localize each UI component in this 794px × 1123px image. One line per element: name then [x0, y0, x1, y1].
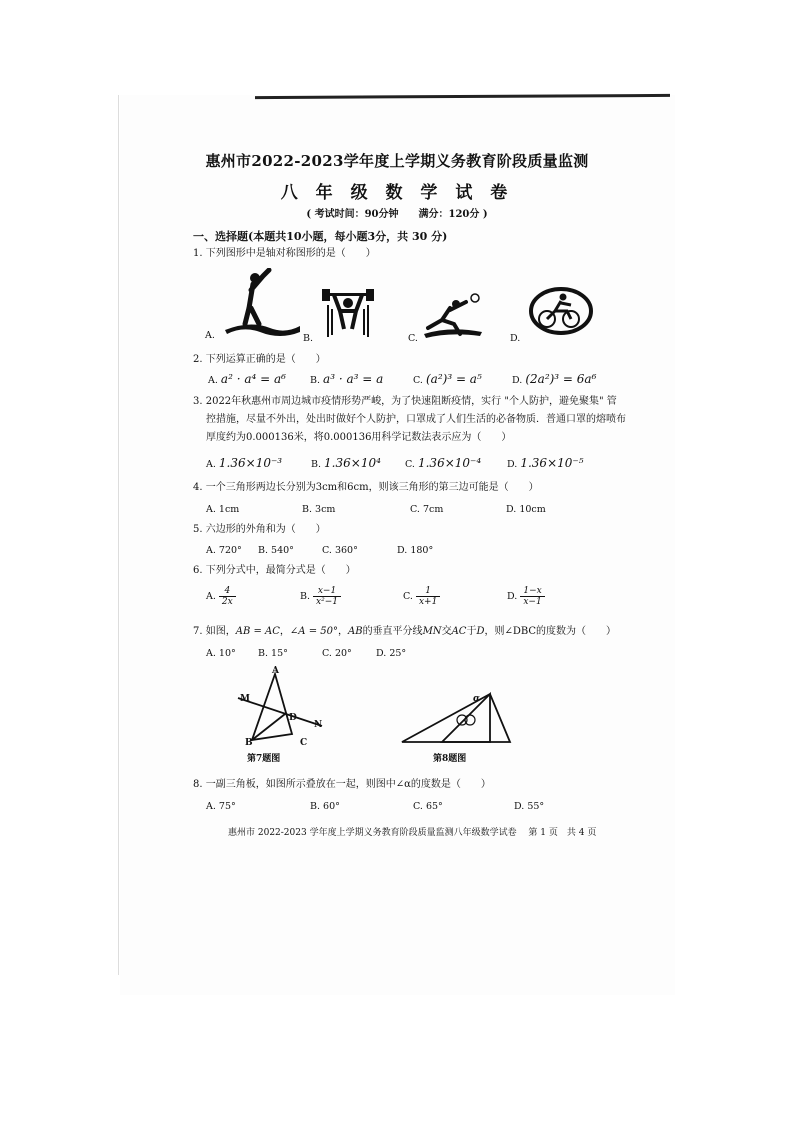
exam-title: 惠州市2022-2023学年度上学期义务教育阶段质量监测 [205, 152, 589, 170]
q1-label-a: A. [205, 330, 215, 341]
left-edge-line [118, 95, 119, 975]
q5-option-d[interactable]: D. 180° [397, 545, 434, 556]
q2-option-a[interactable] [208, 372, 286, 386]
q4-option-b[interactable]: B. 3cm [302, 504, 336, 515]
q2-b-math: a³ · a³ = a [323, 372, 384, 386]
q6-b-label: B. [300, 591, 311, 602]
q3-b-label: B. [311, 459, 322, 470]
q6-d-fraction [520, 586, 544, 607]
page-footer: 惠州市 2022-2023 学年度上学期义务教育阶段质量监测八年级数学试卷 第 1 页 共 4 页 [228, 828, 597, 838]
q7-eq-ab-ac: AB = AC [235, 626, 280, 637]
q6-c-den: x+1 [418, 597, 438, 607]
q7-ac: AC [451, 626, 467, 637]
q6-b-num: x−1 [313, 586, 341, 597]
q6-d-num: 1−x [520, 586, 544, 597]
q3-option-a[interactable] [206, 456, 282, 470]
q3-option-c[interactable] [405, 456, 481, 470]
q7-d: D [476, 626, 485, 637]
q4-option-c[interactable]: C. 7cm [410, 504, 444, 515]
q2-a-label: A. [208, 375, 218, 386]
q6-b-den: x²−1 [316, 597, 338, 607]
q7-label-d: D [289, 713, 297, 723]
q2-option-b[interactable] [310, 372, 383, 386]
q7-ab: AB [347, 626, 363, 637]
q7-text-mid: 的垂直平分线 [362, 626, 423, 637]
cyclist-icon [525, 285, 595, 341]
q8-option-a[interactable]: A. 75° [206, 801, 236, 812]
q2-a-math: a² · a⁴ = a⁶ [220, 372, 286, 386]
q7-label-c: C [300, 738, 308, 748]
q3-a-math: 1.36×10⁻³ [218, 456, 283, 470]
question-8: 8. 一副三角板，如图所示叠放在一起，则图中∠α的度数是（ ） [193, 779, 491, 790]
q7-text-pre: 7. 如图， [193, 626, 236, 637]
q7-option-c[interactable]: C. 20° [322, 648, 352, 659]
q7-label-a: A [272, 666, 279, 676]
question-3-line-2: 控措施，尽量不外出，处出时做好个人防护，口罩成了人们生活的必备物质．普通口罩的熔喷布 [206, 414, 626, 425]
q1-label-d: D. [510, 333, 521, 344]
q7-text-mid2: 交 [441, 626, 452, 637]
q2-option-d[interactable] [512, 372, 596, 386]
q3-d-math: 1.36×10⁻⁵ [520, 456, 584, 470]
q6-option-d[interactable] [507, 586, 545, 607]
volleyball-player-icon [420, 290, 490, 340]
q6-d-label: D. [507, 591, 518, 602]
q7-eq-angle-a: ∠A = 50° [289, 626, 338, 637]
q6-option-b[interactable] [300, 586, 341, 607]
exam-info: ( 考试时间：90分钟 满分：120分 ) [306, 209, 488, 220]
section-heading: 一、选择题(本题共10小题，每小题3分，共 30 分) [193, 230, 448, 243]
q8-option-d[interactable]: D. 55° [514, 801, 545, 812]
exam-subtitle: 八 年 级 数 学 试 卷 [280, 183, 514, 203]
q5-option-a[interactable]: A. 720° [206, 545, 242, 556]
q7-label-m: M [240, 694, 250, 704]
q1-label-c: C. [408, 333, 418, 344]
q8-option-b[interactable]: B. 60° [310, 801, 340, 812]
q3-c-math: 1.36×10⁻⁴ [417, 456, 482, 470]
q7-label-b: B [245, 738, 253, 748]
q6-option-c[interactable] [403, 586, 440, 607]
question-6: 6. 下列分式中，最简分式是（ ） [193, 565, 356, 576]
q6-a-fraction [219, 586, 236, 607]
q3-a-label: A. [206, 459, 216, 470]
question-7: 7. 如图，AB = AC，∠A = 50°，AB的垂直平分线MN交AC于D，则∠DBC的度数为（ ） [193, 626, 617, 637]
q6-a-den: 2x [221, 597, 233, 607]
q6-a-num: 4 [219, 586, 236, 597]
q2-c-label: C. [413, 375, 423, 386]
q2-b-label: B. [310, 375, 321, 386]
question-2: 2. 下列运算正确的是（ ） [193, 354, 326, 365]
q2-d-label: D. [512, 375, 523, 386]
q3-b-math: 1.36×10⁴ [324, 456, 381, 470]
q6-option-a[interactable] [206, 586, 236, 607]
golfer-icon [215, 268, 305, 340]
q5-option-b[interactable]: B. 540° [258, 545, 294, 556]
question-5: 5. 六边形的外角和为（ ） [193, 524, 326, 535]
q8-figure-caption: 第8题图 [433, 754, 467, 764]
q1-label-b: B. [303, 333, 314, 344]
question-3-line-3: 厚度约为0.000136米，将0.000136用科学记数法表示应为（ ） [206, 432, 512, 443]
q7-option-d[interactable]: D. 25° [376, 648, 407, 659]
q2-d-math: (2a²)³ = 6a⁶ [525, 372, 597, 386]
q2-c-math: (a²)³ = a⁵ [425, 372, 482, 386]
q3-option-b[interactable] [311, 456, 381, 470]
q4-option-a[interactable]: A. 1cm [206, 504, 240, 515]
q6-d-den: x−1 [523, 597, 542, 607]
q8-set-squares-figure [398, 688, 518, 748]
weightlifter-icon [318, 285, 378, 343]
question-1: 1. 下列图形中是轴对称图形的是（ ） [193, 248, 376, 259]
q6-c-fraction [416, 586, 440, 607]
q6-b-fraction [313, 586, 341, 607]
q8-option-c[interactable]: C. 65° [413, 801, 443, 812]
q6-c-label: C. [403, 591, 413, 602]
question-4: 4. 一个三角形两边长分别为3cm和6cm，则该三角形的第三边可能是（ ） [193, 482, 539, 493]
q3-c-label: C. [405, 459, 415, 470]
q7-label-n: N [314, 720, 323, 730]
q6-a-label: A. [206, 591, 216, 602]
q7-mn: MN [422, 626, 442, 637]
q7-text-post: ，则∠DBC的度数为（ ） [484, 626, 617, 637]
q8-alpha-label: α [473, 694, 480, 704]
q7-text-mid3: 于 [466, 626, 477, 637]
question-3-line-1: 3. 2022年秋惠州市周边城市疫情形势严峻，为了快速阻断疫情，实行 "个人防护，避免聚集" 管 [193, 396, 617, 407]
q7-figure-caption: 第7题图 [247, 754, 281, 764]
q5-option-c[interactable]: C. 360° [322, 545, 358, 556]
q7-option-a[interactable]: A. 10° [206, 648, 236, 659]
q2-option-c[interactable] [413, 372, 482, 386]
q3-option-d[interactable] [507, 456, 584, 470]
q4-option-d[interactable]: D. 10cm [506, 504, 546, 515]
q3-d-label: D. [507, 459, 518, 470]
q6-c-num: 1 [416, 586, 440, 597]
q7-option-b[interactable]: B. 15° [258, 648, 288, 659]
